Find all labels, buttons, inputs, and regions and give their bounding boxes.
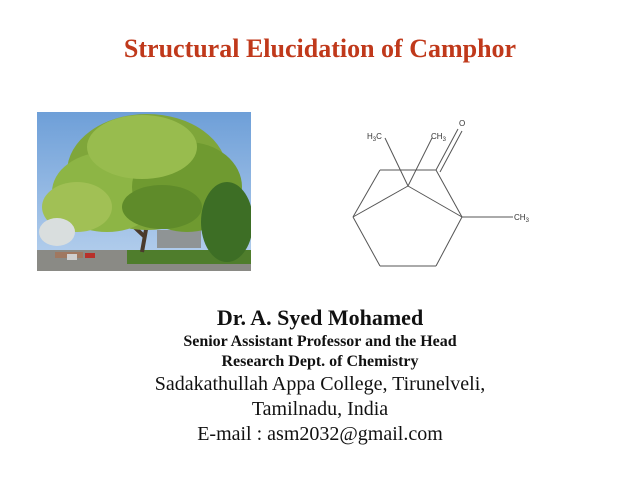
author-college: Sadakathullah Appa College, Tirunelveli, bbox=[154, 373, 486, 395]
methyl-right-label: $CH_3$ bbox=[431, 132, 446, 143]
author-name: Dr. A. Syed Mohamed bbox=[216, 305, 424, 330]
slide-title: Structural Elucidation of Camphor bbox=[123, 34, 517, 63]
camphor-structure-diagram bbox=[340, 110, 540, 280]
methyl-left-label: $H_3C$ bbox=[367, 132, 382, 143]
author-email: E-mail : asm2032@gmail.com bbox=[197, 423, 443, 445]
camphor-tree-photo bbox=[37, 112, 251, 271]
author-department: Research Dept. of Chemistry bbox=[221, 353, 419, 370]
methyl-bridgehead-label: $CH_3$ bbox=[514, 213, 529, 224]
author-position: Senior Assistant Professor and the Head bbox=[183, 333, 457, 350]
author-info bbox=[0, 304, 640, 447]
author-location: Tamilnadu, India bbox=[251, 398, 389, 420]
oxygen-label: O bbox=[459, 119, 466, 128]
